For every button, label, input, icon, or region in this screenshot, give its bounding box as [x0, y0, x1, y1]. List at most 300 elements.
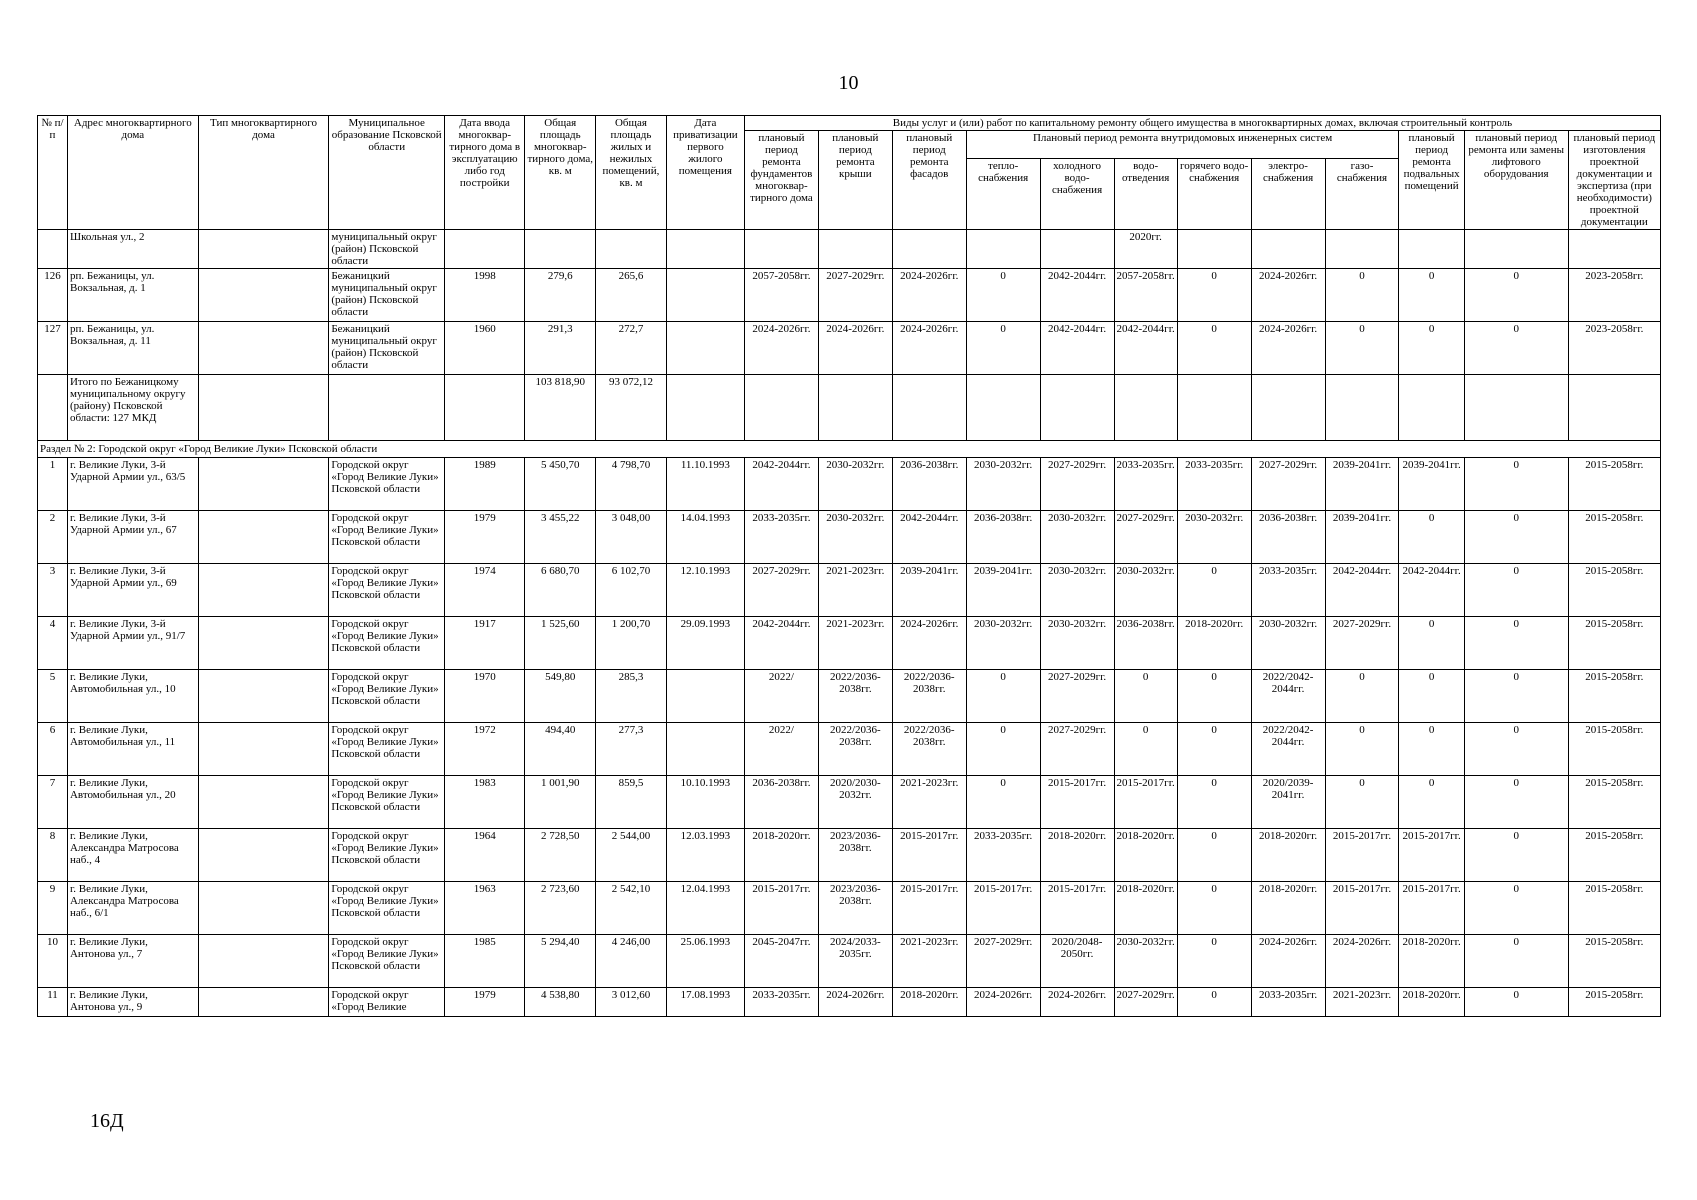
cell-cold: 2030-2032гг. — [1040, 617, 1114, 670]
cell-heat: 0 — [966, 322, 1040, 375]
cell-year: 1985 — [445, 935, 525, 988]
cell-living: 859,5 — [596, 776, 667, 829]
cell-sewage: 2036-2038гг. — [1114, 617, 1177, 670]
cell-living: 285,3 — [596, 670, 667, 723]
section-header-row — [38, 441, 1661, 458]
cell-hot: 2033-2035гг. — [1177, 458, 1251, 511]
cell-facade: 2036-2038гг. — [892, 458, 966, 511]
cell-year: 1974 — [445, 564, 525, 617]
cell-basement: 2015-2017гг. — [1399, 829, 1464, 882]
cell-elevator: 0 — [1464, 882, 1568, 935]
footer-mark: 16Д — [90, 1110, 124, 1132]
cell-elevator: 0 — [1464, 269, 1568, 322]
cell-total: 5 450,70 — [525, 458, 596, 511]
header-facade: плановый период ремонта фасадов — [892, 131, 966, 230]
cell-basement: 0 — [1399, 617, 1464, 670]
cell-elevator: 0 — [1464, 670, 1568, 723]
total-label: Итого по Бежаницкому муниципальному округу (району) Псковской области: 127 МКД — [67, 375, 198, 441]
header-address: Адрес многоквартирного дома — [67, 116, 198, 230]
cell-sewage: 2057-2058гг. — [1114, 269, 1177, 322]
cell-hot: 2018-2020гг. — [1177, 617, 1251, 670]
cell-priv — [666, 670, 744, 723]
cell-living: 3 012,60 — [596, 988, 667, 1017]
living-area-sum: 93 072,12 — [596, 375, 667, 441]
cell-roof: 2024-2026гг. — [818, 988, 892, 1017]
cell-gas: 2042-2044гг. — [1325, 564, 1399, 617]
cell-foundation: 2024-2026гг. — [744, 322, 818, 375]
header-roof: плановый период ремонта крыши — [818, 131, 892, 230]
cell-heat: 2039-2041гг. — [966, 564, 1040, 617]
cell-living: 3 048,00 — [596, 511, 667, 564]
cell-priv — [666, 269, 744, 322]
cell-cold: 2042-2044гг. — [1040, 269, 1114, 322]
cell-gas: 0 — [1325, 776, 1399, 829]
cell-hot: 0 — [1177, 988, 1251, 1017]
cell-municipality: Городской округ «Город Великие Луки» Псковской области — [329, 776, 445, 829]
cell-hot: 0 — [1177, 829, 1251, 882]
cell-total: 279,6 — [525, 269, 596, 322]
cell-roof: 2023/2036-2038гг. — [818, 882, 892, 935]
cell-type — [198, 935, 329, 988]
cell-municipality: Городской округ «Город Великие Луки» Псковской области — [329, 935, 445, 988]
cell-electric: 2022/2042-2044гг. — [1251, 723, 1325, 776]
capital-repair-table — [37, 115, 1661, 1017]
cell-hot: 0 — [1177, 723, 1251, 776]
cell-gas: 2039-2041гг. — [1325, 511, 1399, 564]
cell-hot: 0 — [1177, 564, 1251, 617]
cell-design: 2015-2058гг. — [1568, 988, 1660, 1017]
cell-total: 1 001,90 — [525, 776, 596, 829]
cell-priv — [666, 322, 744, 375]
cell-roof: 2024/2033-2035гг. — [818, 935, 892, 988]
cell-municipality: Городской округ «Город Великие Луки» Псковской области — [329, 670, 445, 723]
cell-gas: 2024-2026гг. — [1325, 935, 1399, 988]
cell-total: 1 525,60 — [525, 617, 596, 670]
cell-municipality: Бежаницкий муниципальный округ (район) Псковской области — [329, 269, 445, 322]
table-row — [38, 564, 1661, 617]
header-type: Тип многоквартирного дома — [198, 116, 329, 230]
cell-electric: 2024-2026гг. — [1251, 269, 1325, 322]
cell-priv: 10.10.1993 — [666, 776, 744, 829]
table-row — [38, 935, 1661, 988]
cell-foundation: 2033-2035гг. — [744, 988, 818, 1017]
cell-type — [198, 458, 329, 511]
cell-elevator: 0 — [1464, 829, 1568, 882]
cell-heat: 2036-2038гг. — [966, 511, 1040, 564]
table-row — [38, 670, 1661, 723]
cell-address: г. Великие Луки, Антонова ул., 9 — [67, 988, 198, 1017]
cell-foundation: 2015-2017гг. — [744, 882, 818, 935]
cell-type — [198, 776, 329, 829]
cell-cold: 2018-2020гг. — [1040, 829, 1114, 882]
cell-foundation: 2033-2035гг. — [744, 511, 818, 564]
cell-electric: 2036-2038гг. — [1251, 511, 1325, 564]
cell-design: 2015-2058гг. — [1568, 511, 1660, 564]
cell-year: 1964 — [445, 829, 525, 882]
cell-facade: 2018-2020гг. — [892, 988, 966, 1017]
cell-total: 291,3 — [525, 322, 596, 375]
cell-municipality: Городской округ «Город Великие Луки» Псковской области — [329, 829, 445, 882]
cell-priv: 12.10.1993 — [666, 564, 744, 617]
cell-num: 1 — [38, 458, 68, 511]
cell-cold: 2024-2026гг. — [1040, 988, 1114, 1017]
carry-over-row — [38, 230, 1661, 269]
cell-address: г. Великие Луки, Автомобильная ул., 10 — [67, 670, 198, 723]
cell-facade: 2024-2026гг. — [892, 269, 966, 322]
cell-gas: 2015-2017гг. — [1325, 829, 1399, 882]
cell-elevator: 0 — [1464, 564, 1568, 617]
cell-type — [198, 723, 329, 776]
cell-roof: 2021-2023гг. — [818, 564, 892, 617]
cell-sewage: 2030-2032гг. — [1114, 935, 1177, 988]
cell-sewage: 0 — [1114, 723, 1177, 776]
cell-type — [198, 617, 329, 670]
cell-roof: 2024-2026гг. — [818, 322, 892, 375]
cell-cold: 2015-2017гг. — [1040, 882, 1114, 935]
table-body — [38, 230, 1661, 1017]
cell-basement: 2018-2020гг. — [1399, 935, 1464, 988]
cell-living: 265,6 — [596, 269, 667, 322]
cell-type — [198, 322, 329, 375]
header-living-area: Общая площадь жилых и нежилых помещений, кв. м — [596, 116, 667, 230]
cell-year: 1972 — [445, 723, 525, 776]
cell-facade: 2021-2023гг. — [892, 776, 966, 829]
cell-design: 2015-2058гг. — [1568, 882, 1660, 935]
cell-num: 3 — [38, 564, 68, 617]
cell-basement: 0 — [1399, 723, 1464, 776]
cell-basement: 0 — [1399, 670, 1464, 723]
cell-design: 2015-2058гг. — [1568, 458, 1660, 511]
cell-hot: 0 — [1177, 269, 1251, 322]
cell-sewage: 2030-2032гг. — [1114, 564, 1177, 617]
cell-living: 1 200,70 — [596, 617, 667, 670]
header-works-group: Виды услуг и (или) работ по капитальному ремонту общего имущества в многоквартирных домах, включая строительный контроль — [744, 116, 1660, 131]
cell-hot: 0 — [1177, 882, 1251, 935]
cell-roof: 2030-2032гг. — [818, 511, 892, 564]
cell-living: 277,3 — [596, 723, 667, 776]
cell-roof: 2020/2030-2032гг. — [818, 776, 892, 829]
cell-foundation: 2027-2029гг. — [744, 564, 818, 617]
header-basement: плановый период ремонта подвальных помещений — [1399, 131, 1464, 230]
cell-living: 4 798,70 — [596, 458, 667, 511]
cell-total: 2 728,50 — [525, 829, 596, 882]
cell-elevator: 0 — [1464, 776, 1568, 829]
total-row — [38, 375, 1661, 441]
cell-roof: 2022/2036-2038гг. — [818, 670, 892, 723]
cell-sewage: 2027-2029гг. — [1114, 511, 1177, 564]
cell-priv — [666, 723, 744, 776]
cell-basement: 0 — [1399, 269, 1464, 322]
cell-priv: 29.09.1993 — [666, 617, 744, 670]
cell-electric: 2024-2026гг. — [1251, 322, 1325, 375]
cell-address: г. Великие Луки, 3-й Ударной Армии ул., 63/5 — [67, 458, 198, 511]
cell-year: 1979 — [445, 988, 525, 1017]
cell-gas: 0 — [1325, 670, 1399, 723]
cell-roof: 2022/2036-2038гг. — [818, 723, 892, 776]
cell-facade: 2022/2036-2038гг. — [892, 670, 966, 723]
header-design: плановый период изготовления проектной документации и экспертиза (при необходимости) проектной документации — [1568, 131, 1660, 230]
cell-roof: 2023/2036-2038гг. — [818, 829, 892, 882]
cell-year: 1979 — [445, 511, 525, 564]
table-row — [38, 988, 1661, 1017]
table-row — [38, 617, 1661, 670]
cell-foundation: 2018-2020гг. — [744, 829, 818, 882]
cell-num: 8 — [38, 829, 68, 882]
cell-design: 2015-2058гг. — [1568, 617, 1660, 670]
cell-heat: 2015-2017гг. — [966, 882, 1040, 935]
header-electric: электро-снабжения — [1251, 158, 1325, 230]
cell-design: 2015-2058гг. — [1568, 829, 1660, 882]
header-sewage: водо-отведения — [1114, 158, 1177, 230]
table-row — [38, 458, 1661, 511]
cell-sewage: 2033-2035гг. — [1114, 458, 1177, 511]
cell-living: 272,7 — [596, 322, 667, 375]
cell-gas: 0 — [1325, 723, 1399, 776]
cell-facade: 2024-2026гг. — [892, 322, 966, 375]
cell-cold: 2027-2029гг. — [1040, 670, 1114, 723]
cell-roof: 2021-2023гг. — [818, 617, 892, 670]
cell-hot: 2030-2032гг. — [1177, 511, 1251, 564]
cell-gas: 0 — [1325, 269, 1399, 322]
cell-hot: 0 — [1177, 670, 1251, 723]
cell-electric: 2027-2029гг. — [1251, 458, 1325, 511]
cell-foundation: 2022/ — [744, 723, 818, 776]
cell-num: 9 — [38, 882, 68, 935]
cell-foundation: 2057-2058гг. — [744, 269, 818, 322]
cell-num: 127 — [38, 322, 68, 375]
cell-num: 4 — [38, 617, 68, 670]
cell-type — [198, 511, 329, 564]
cell-municipality: Городской округ «Город Великие Луки» Псковской области — [329, 564, 445, 617]
cell-sewage: 2042-2044гг. — [1114, 322, 1177, 375]
cell-priv: 14.04.1993 — [666, 511, 744, 564]
cell-num: 126 — [38, 269, 68, 322]
cell-address: г. Великие Луки, Александра Матросова наб., 4 — [67, 829, 198, 882]
table-header — [38, 116, 1661, 230]
cell-electric: 2033-2035гг. — [1251, 564, 1325, 617]
cell-foundation: 2022/ — [744, 670, 818, 723]
carry-municipality: муниципальный округ (район) Псковской области — [329, 230, 445, 269]
cell-address: г. Великие Луки, Автомобильная ул., 11 — [67, 723, 198, 776]
cell-elevator: 0 — [1464, 617, 1568, 670]
table-row — [38, 882, 1661, 935]
cell-priv: 12.03.1993 — [666, 829, 744, 882]
table-row — [38, 269, 1661, 322]
section-title: Раздел № 2: Городской округ «Город Великие Луки» Псковской области — [38, 441, 1661, 458]
cell-living: 2 544,00 — [596, 829, 667, 882]
cell-type — [198, 564, 329, 617]
cell-electric: 2020/2039-2041гг. — [1251, 776, 1325, 829]
cell-living: 6 102,70 — [596, 564, 667, 617]
header-municipality: Муниципальное образование Псковской области — [329, 116, 445, 230]
cell-sewage: 2027-2029гг. — [1114, 988, 1177, 1017]
header-systems-group: Плановый период ремонта внутридомовых инженерных систем — [966, 131, 1399, 159]
cell-priv: 17.08.1993 — [666, 988, 744, 1017]
cell-year: 1963 — [445, 882, 525, 935]
cell-address: г. Великие Луки, 3-й Ударной Армии ул., 69 — [67, 564, 198, 617]
cell-num: 11 — [38, 988, 68, 1017]
cell-address: рп. Бежаницы, ул. Вокзальная, д. 11 — [67, 322, 198, 375]
header-commission-date: Дата ввода многоквар-тирного дома в эксплуатацию либо год постройки — [445, 116, 525, 230]
cell-elevator: 0 — [1464, 458, 1568, 511]
cell-elevator: 0 — [1464, 935, 1568, 988]
cell-address: г. Великие Луки, Автомобильная ул., 20 — [67, 776, 198, 829]
cell-total: 5 294,40 — [525, 935, 596, 988]
cell-heat: 0 — [966, 723, 1040, 776]
cell-roof: 2027-2029гг. — [818, 269, 892, 322]
cell-electric: 2018-2020гг. — [1251, 829, 1325, 882]
cell-gas: 2015-2017гг. — [1325, 882, 1399, 935]
cell-type — [198, 882, 329, 935]
cell-gas: 2027-2029гг. — [1325, 617, 1399, 670]
cell-cold: 2020/2048-2050гг. — [1040, 935, 1114, 988]
total-area-sum: 103 818,90 — [525, 375, 596, 441]
header-gas: газо-снабжения — [1325, 158, 1399, 230]
header-cold-water: холодного водо-снабжения — [1040, 158, 1114, 230]
cell-num: 2 — [38, 511, 68, 564]
cell-address: г. Великие Луки, Антонова ул., 7 — [67, 935, 198, 988]
cell-year: 1970 — [445, 670, 525, 723]
cell-year: 1983 — [445, 776, 525, 829]
cell-cold: 2030-2032гг. — [1040, 564, 1114, 617]
cell-priv: 11.10.1993 — [666, 458, 744, 511]
page-number: 10 — [838, 72, 859, 94]
cell-living: 4 246,00 — [596, 935, 667, 988]
cell-gas: 2039-2041гг. — [1325, 458, 1399, 511]
cell-cold: 2042-2044гг. — [1040, 322, 1114, 375]
header-privatization-date: Дата приватизации первого жилого помещения — [666, 116, 744, 230]
cell-basement: 2018-2020гг. — [1399, 988, 1464, 1017]
cell-design: 2015-2058гг. — [1568, 935, 1660, 988]
cell-municipality: Городской округ «Город Великие Луки» Псковской области — [329, 882, 445, 935]
cell-gas: 2021-2023гг. — [1325, 988, 1399, 1017]
cell-total: 3 455,22 — [525, 511, 596, 564]
cell-num: 7 — [38, 776, 68, 829]
table-row — [38, 322, 1661, 375]
cell-elevator: 0 — [1464, 322, 1568, 375]
cell-total: 4 538,80 — [525, 988, 596, 1017]
cell-priv: 25.06.1993 — [666, 935, 744, 988]
table-row — [38, 511, 1661, 564]
cell-facade: 2022/2036-2038гг. — [892, 723, 966, 776]
cell-heat: 0 — [966, 269, 1040, 322]
cell-priv: 12.04.1993 — [666, 882, 744, 935]
cell-design: 2015-2058гг. — [1568, 723, 1660, 776]
cell-gas: 0 — [1325, 322, 1399, 375]
cell-num: 5 — [38, 670, 68, 723]
header-foundation: плановый период ремонта фундаментов многоквар-тирного дома — [744, 131, 818, 230]
carry-sewage: 2020гг. — [1114, 230, 1177, 269]
cell-electric: 2018-2020гг. — [1251, 882, 1325, 935]
cell-total: 6 680,70 — [525, 564, 596, 617]
carry-address: Школьная ул., 2 — [67, 230, 198, 269]
cell-address: г. Великие Луки, 3-й Ударной Армии ул., 67 — [67, 511, 198, 564]
cell-foundation: 2045-2047гг. — [744, 935, 818, 988]
cell-heat: 0 — [966, 776, 1040, 829]
cell-facade: 2024-2026гг. — [892, 617, 966, 670]
cell-address: г. Великие Луки, 3-й Ударной Армии ул., 91/7 — [67, 617, 198, 670]
cell-hot: 0 — [1177, 935, 1251, 988]
cell-basement: 2042-2044гг. — [1399, 564, 1464, 617]
cell-foundation: 2042-2044гг. — [744, 617, 818, 670]
cell-basement: 0 — [1399, 776, 1464, 829]
cell-heat: 0 — [966, 670, 1040, 723]
cell-electric: 2033-2035гг. — [1251, 988, 1325, 1017]
cell-num: 10 — [38, 935, 68, 988]
cell-municipality: Городской округ «Город Великие Луки» Псковской области — [329, 617, 445, 670]
cell-living: 2 542,10 — [596, 882, 667, 935]
cell-sewage: 2018-2020гг. — [1114, 829, 1177, 882]
header-elevator: плановый период ремонта или замены лифтового оборудования — [1464, 131, 1568, 230]
cell-facade: 2015-2017гг. — [892, 829, 966, 882]
header-total-area: Общая площадь многоквар-тирного дома, кв. м — [525, 116, 596, 230]
cell-basement: 0 — [1399, 322, 1464, 375]
cell-elevator: 0 — [1464, 511, 1568, 564]
table-row — [38, 829, 1661, 882]
cell-heat: 2033-2035гг. — [966, 829, 1040, 882]
table-row — [38, 776, 1661, 829]
cell-foundation: 2042-2044гг. — [744, 458, 818, 511]
cell-address: рп. Бежаницы, ул. Вокзальная, д. 1 — [67, 269, 198, 322]
cell-address: г. Великие Луки, Александра Матросова наб., 6/1 — [67, 882, 198, 935]
cell-cold: 2027-2029гг. — [1040, 723, 1114, 776]
cell-foundation: 2036-2038гг. — [744, 776, 818, 829]
cell-cold: 2030-2032гг. — [1040, 511, 1114, 564]
cell-total: 2 723,60 — [525, 882, 596, 935]
cell-municipality: Городской округ «Город Великие Луки» Псковской области — [329, 511, 445, 564]
cell-basement: 0 — [1399, 511, 1464, 564]
header-hot-water: горячего водо-снабжения — [1177, 158, 1251, 230]
cell-basement: 2015-2017гг. — [1399, 882, 1464, 935]
cell-electric: 2030-2032гг. — [1251, 617, 1325, 670]
header-num: № п/п — [38, 116, 68, 230]
cell-year: 1917 — [445, 617, 525, 670]
cell-num: 6 — [38, 723, 68, 776]
cell-type — [198, 670, 329, 723]
cell-total: 549,80 — [525, 670, 596, 723]
cell-total: 494,40 — [525, 723, 596, 776]
cell-electric: 2022/2042-2044гг. — [1251, 670, 1325, 723]
table-row — [38, 723, 1661, 776]
cell-elevator: 0 — [1464, 723, 1568, 776]
cell-heat: 2030-2032гг. — [966, 458, 1040, 511]
cell-facade: 2039-2041гг. — [892, 564, 966, 617]
cell-heat: 2027-2029гг. — [966, 935, 1040, 988]
cell-hot: 0 — [1177, 322, 1251, 375]
cell-electric: 2024-2026гг. — [1251, 935, 1325, 988]
cell-design: 2015-2058гг. — [1568, 670, 1660, 723]
cell-cold: 2027-2029гг. — [1040, 458, 1114, 511]
cell-elevator: 0 — [1464, 988, 1568, 1017]
cell-hot: 0 — [1177, 776, 1251, 829]
cell-facade: 2042-2044гг. — [892, 511, 966, 564]
cell-municipality: Городской округ «Город Великие — [329, 988, 445, 1017]
cell-heat: 2030-2032гг. — [966, 617, 1040, 670]
cell-design: 2023-2058гг. — [1568, 269, 1660, 322]
cell-municipality: Бежаницкий муниципальный округ (район) Псковской области — [329, 322, 445, 375]
cell-type — [198, 829, 329, 882]
cell-municipality: Городской округ «Город Великие Луки» Псковской области — [329, 458, 445, 511]
cell-basement: 2039-2041гг. — [1399, 458, 1464, 511]
cell-type — [198, 269, 329, 322]
cell-facade: 2021-2023гг. — [892, 935, 966, 988]
cell-type — [198, 988, 329, 1017]
cell-sewage: 0 — [1114, 670, 1177, 723]
cell-design: 2015-2058гг. — [1568, 564, 1660, 617]
cell-heat: 2024-2026гг. — [966, 988, 1040, 1017]
cell-sewage: 2015-2017гг. — [1114, 776, 1177, 829]
cell-design: 2015-2058гг. — [1568, 776, 1660, 829]
